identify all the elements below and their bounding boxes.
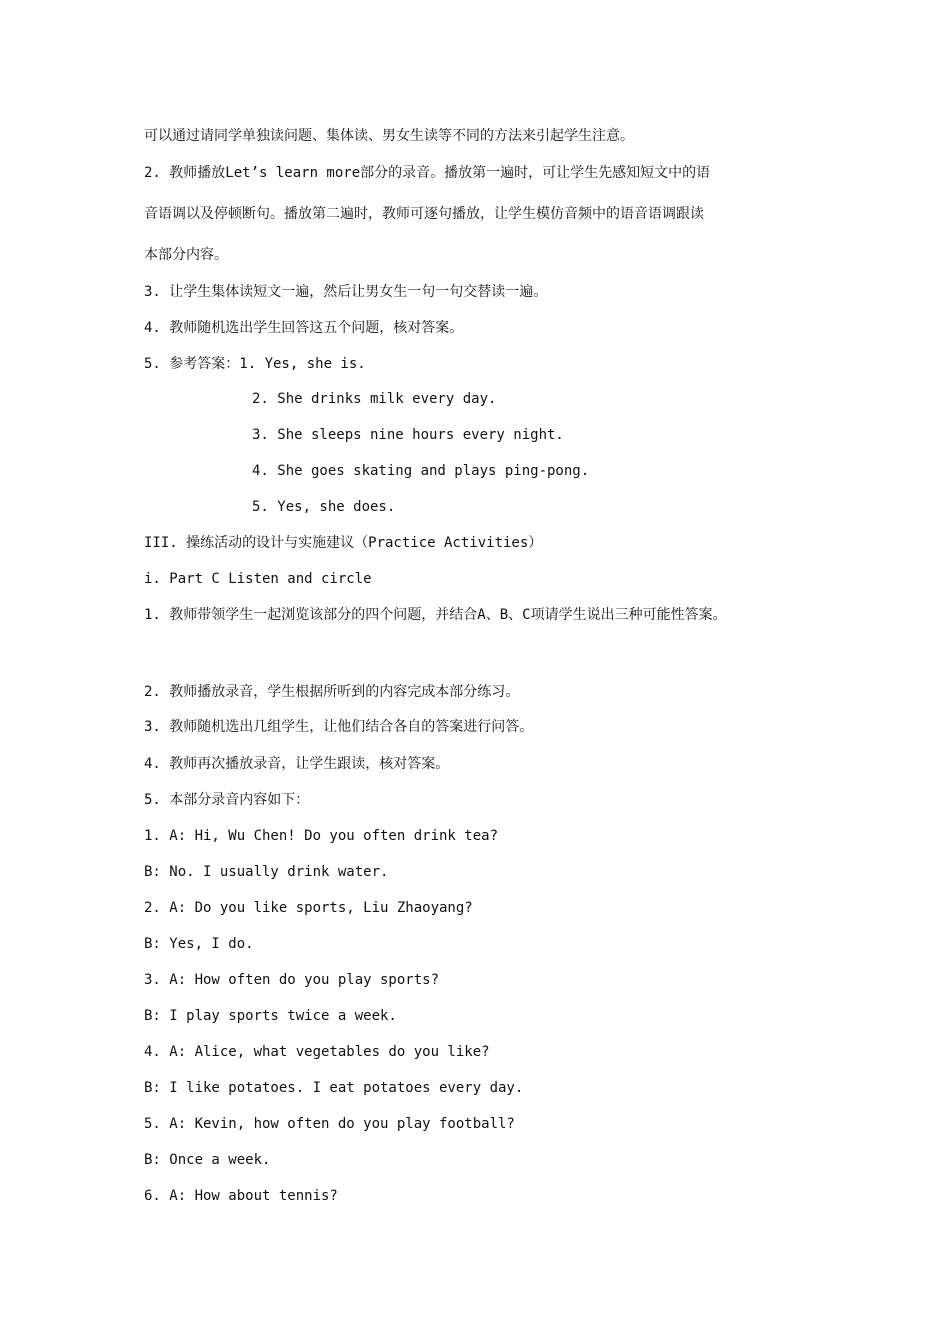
subsection-heading: i. Part C Listen and circle bbox=[144, 571, 372, 587]
paragraph-line: 2. 教师播放Let’s learn more部分的录音。播放第一遍时，可让学生先感知短文中的语 bbox=[144, 165, 711, 181]
dialogue-line: B: Once a week. bbox=[144, 1152, 271, 1168]
dialogue-line: B: I play sports twice a week. bbox=[144, 1008, 397, 1024]
paragraph-line: 3. 让学生集体读短文一遍，然后让男女生一句一句交替读一遍。 bbox=[144, 284, 548, 300]
paragraph-line: 3. 教师随机选出几组学生，让他们结合各自的答案进行问答。 bbox=[144, 719, 534, 735]
dialogue-line: 1. A: Hi, Wu Chen! Do you often drink tea? bbox=[144, 828, 499, 844]
dialogue-line: 6. A: How about tennis? bbox=[144, 1188, 338, 1204]
dialogue-line: B: Yes, I do. bbox=[144, 936, 254, 952]
answer-line: 2. She drinks milk every day. bbox=[252, 391, 497, 407]
paragraph-line: 本部分内容。 bbox=[144, 247, 228, 263]
paragraph-line: 音语调以及停顿断句。播放第二遍时，教师可逐句播放，让学生模仿音频中的语音语调跟读 bbox=[144, 206, 704, 222]
paragraph-line: 5. 本部分录音内容如下： bbox=[144, 792, 310, 808]
dialogue-line: B: No. I usually drink water. bbox=[144, 864, 389, 880]
answer-line: 5. Yes, she does. bbox=[252, 499, 396, 515]
answer-line: 4. She goes skating and plays ping-pong. bbox=[252, 463, 590, 479]
dialogue-line: B: I like potatoes. I eat potatoes every day. bbox=[144, 1080, 524, 1096]
dialogue-line: 5. A: Kevin, how often do you play football? bbox=[144, 1116, 515, 1132]
paragraph-line: 1. 教师带领学生一起浏览该部分的四个问题，并结合A、B、C项请学生说出三种可能性答案。 bbox=[144, 607, 727, 623]
paragraph-line: 4. 教师随机选出学生回答这五个问题，核对答案。 bbox=[144, 320, 464, 336]
dialogue-line: 4. A: Alice, what vegetables do you like? bbox=[144, 1044, 490, 1060]
paragraph-line: 可以通过请同学单独读问题、集体读、男女生读等不同的方法来引起学生注意。 bbox=[144, 128, 634, 144]
answer-key-line: 5. 参考答案：1. Yes, she is. bbox=[144, 356, 366, 372]
answer-line: 3. She sleeps nine hours every night. bbox=[252, 427, 564, 443]
dialogue-line: 3. A: How often do you play sports? bbox=[144, 972, 440, 988]
section-heading: III. 操练活动的设计与实施建议（Practice Activities） bbox=[144, 535, 543, 551]
paragraph-line: 4. 教师再次播放录音，让学生跟读，核对答案。 bbox=[144, 756, 450, 772]
paragraph-line: 2. 教师播放录音，学生根据所听到的内容完成本部分练习。 bbox=[144, 684, 520, 700]
dialogue-line: 2. A: Do you like sports, Liu Zhaoyang? bbox=[144, 900, 473, 916]
